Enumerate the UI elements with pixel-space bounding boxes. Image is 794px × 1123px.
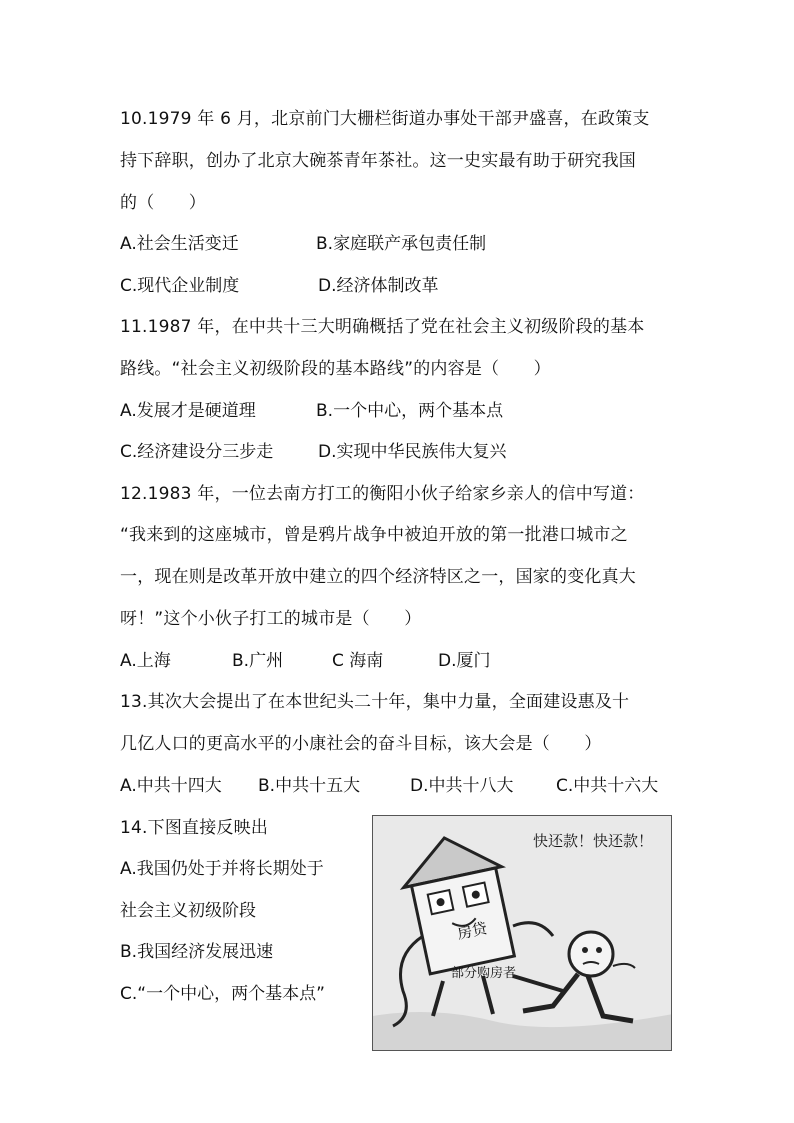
buyer-figure [513,932,635,1021]
q11-line1: 11.1987 年，在中共十三大明确概括了党在社会主义初级阶段的基本 [120,317,645,337]
q10-line2: 持下辞职，创办了北京大碗茶青年茶社。这一史实最有助于研究我国 [120,151,636,171]
q14-option-a-line2: 社会主义初级阶段 [120,901,256,921]
q10-line3: 的（ ） [120,193,206,213]
cartoon-illustration [372,815,672,1051]
q12-option-c: C 海南 [332,651,384,671]
q12-line2: “我来到的这座城市，曾是鸦片战争中被迫开放的第一批港口城市之 [120,525,628,545]
q10-line1: 10.1979 年 6 月，北京前门大栅栏街道办事处干部尹盛喜，在政策支 [120,109,650,129]
q12-line3: 一，现在则是改革开放中建立的四个经济特区之一，国家的变化真大 [120,567,636,587]
q13-option-a: A.中共十四大 [120,776,222,796]
q11-option-d: D.实现中华民族伟大复兴 [318,442,507,462]
q11-option-c: C.经济建设分三步走 [120,442,274,462]
q12-line1: 12.1983 年，一位去南方打工的衡阳小伙子给家乡亲人的信中写道： [120,484,645,504]
house-figure [395,828,520,976]
house-loan-label: 房贷 [455,919,489,943]
q11-option-b: B.一个中心，两个基本点 [316,401,504,421]
q12-option-b: B.广州 [232,651,284,671]
q14-option-b: B.我国经济发展迅速 [120,942,274,962]
q12-option-d: D.厦门 [438,651,491,671]
q12-option-a: A.上海 [120,651,171,671]
q14-line1: 14.下图直接反映出 [120,818,269,838]
q11-line2: 路线。“社会主义初级阶段的基本路线”的内容是（ ） [120,359,551,379]
q13-line1: 13.其次大会提出了在本世纪头二十年，集中力量，全面建设惠及十 [120,692,630,712]
q14-option-a-line1: A.我国仍处于并将长期处于 [120,859,324,879]
q10-option-b: B.家庭联产承包责任制 [316,234,487,254]
q13-line2: 几亿人口的更高水平的小康社会的奋斗目标，该大会是（ ） [120,734,602,754]
q10-option-d: D.经济体制改革 [318,276,439,296]
cartoon-drawing [373,816,672,1051]
q10-option-a: A.社会生活变迁 [120,234,239,254]
q13-option-b: B.中共十五大 [258,776,361,796]
q10-option-c: C.现代企业制度 [120,276,240,296]
q13-option-d: D.中共十八大 [410,776,514,796]
speech-text: 快还款！快还款！ [533,832,654,850]
q13-option-c: C.中共十六大 [556,776,659,796]
q11-option-a: A.发展才是硬道理 [120,401,256,421]
buyer-label: 部分购房者 [451,966,517,981]
q14-option-c: C.“一个中心，两个基本点” [120,984,325,1004]
q12-line4: 呀！”这个小伙子打工的城市是（ ） [120,609,422,629]
